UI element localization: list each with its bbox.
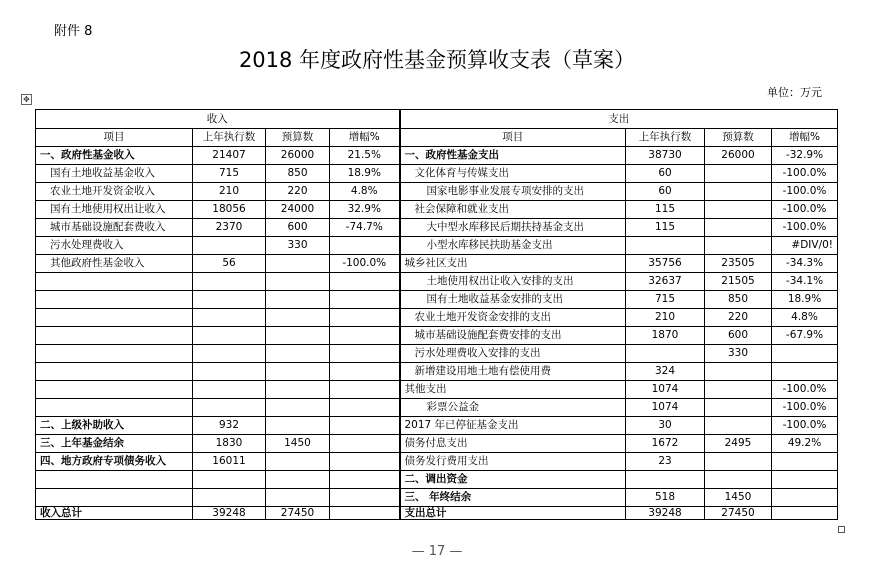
col-header: 预算数 [705,129,772,147]
table-cell: 2495 [705,435,772,453]
table-cell [330,291,400,309]
table-move-handle-icon[interactable]: ✥ [21,94,32,105]
table-row [36,381,838,399]
table-row [36,273,838,291]
table-cell [266,345,330,363]
table-row [36,435,838,453]
table-cell: 518 [626,489,705,507]
table-cell: 4.8% [772,309,838,327]
table-cell: 26000 [705,147,772,165]
table-cell: 其他政府性基金收入 [36,255,193,273]
table-cell: 220 [705,309,772,327]
table-cell [266,489,330,507]
table-cell [330,381,400,399]
table-cell [705,363,772,381]
table-cell: 600 [266,219,330,237]
table-cell: 1830 [193,435,266,453]
table-row [36,219,838,237]
table-cell: 715 [626,291,705,309]
table-cell [266,273,330,291]
table-cell [705,381,772,399]
table-cell [626,471,705,489]
table-row [36,183,838,201]
table-cell: 850 [266,165,330,183]
table-cell: 27450 [705,507,772,520]
table-cell: 二、调出资金 [400,471,626,489]
table-row [36,309,838,327]
table-cell: 收入总计 [36,507,193,520]
table-cell: 27450 [266,507,330,520]
group-expense: 支出 [400,110,838,129]
table-cell: 彩票公益金 [400,399,626,417]
table-cell [266,417,330,435]
table-cell: 56 [193,255,266,273]
attachment-label: 附件 8 [54,24,93,39]
table-cell [705,471,772,489]
table-row [36,255,838,273]
table-cell [193,363,266,381]
table-cell [772,453,838,471]
table-cell: 二、上级补助收入 [36,417,193,435]
table-cell [705,165,772,183]
table-row [36,399,838,417]
table-cell: 115 [626,201,705,219]
budget-table [35,109,838,520]
table-cell: 国有土地收益基金收入 [36,165,193,183]
table-cell: 支出总计 [400,507,626,520]
table-cell: -34.3% [772,255,838,273]
table-cell: 715 [193,165,266,183]
table-cell: 一、政府性基金收入 [36,147,193,165]
table-cell: 49.2% [772,435,838,453]
table-cell: 新增建设用地土地有偿使用费 [400,363,626,381]
table-cell [36,381,193,399]
table-cell [330,273,400,291]
table-cell [705,219,772,237]
table-cell: -74.7% [330,219,400,237]
page-number: — 17 — [411,544,463,559]
table-cell [330,345,400,363]
table-cell: 21.5% [330,147,400,165]
table-cell: 60 [626,183,705,201]
table-cell [772,471,838,489]
table-cell [36,327,193,345]
table-cell [772,363,838,381]
table-row [36,417,838,435]
table-cell: 932 [193,417,266,435]
table-cell: 21505 [705,273,772,291]
table-cell: 小型水库移民扶助基金支出 [400,237,626,255]
table-row [36,363,838,381]
table-cell [36,363,193,381]
table-cell [266,381,330,399]
table-cell [193,345,266,363]
table-cell [330,489,400,507]
table-cell: 23 [626,453,705,471]
table-cell: -67.9% [772,327,838,345]
table-cell: 2370 [193,219,266,237]
table-cell [772,507,838,520]
table-cell: 1074 [626,399,705,417]
table-cell: 60 [626,165,705,183]
table-cell [193,291,266,309]
table-cell [193,399,266,417]
column-header-row [36,129,838,147]
table-cell: 1450 [705,489,772,507]
table-cell: 16011 [193,453,266,471]
table-cell [36,345,193,363]
table-cell: 债务发行费用支出 [400,453,626,471]
table-cell: 1870 [626,327,705,345]
table-row [36,237,838,255]
group-income: 收入 [36,110,400,129]
table-cell: 18.9% [772,291,838,309]
table-cell: 城市基础设施配套费安排的支出 [400,327,626,345]
table-cell [626,237,705,255]
table-cell [36,291,193,309]
table-cell [330,507,400,520]
table-cell: 土地使用权出让收入安排的支出 [400,273,626,291]
table-cell [36,273,193,291]
table-cell [626,345,705,363]
table-cell [330,435,400,453]
table-cell: -100.0% [772,165,838,183]
table-cell: 38730 [626,147,705,165]
col-header: 增幅% [772,129,838,147]
table-cell: -34.1% [772,273,838,291]
table-cell: 城市基础设施配套费收入 [36,219,193,237]
table-cell: 污水处理费收入 [36,237,193,255]
table-cell: 三、 年终结余 [400,489,626,507]
table-cell: 1450 [266,435,330,453]
table-cell: 850 [705,291,772,309]
table-cell [193,237,266,255]
col-header: 上年执行数 [193,129,266,147]
table-cell: 4.8% [330,183,400,201]
table-cell: 国有土地使用权出让收入 [36,201,193,219]
col-header: 上年执行数 [626,129,705,147]
table-cell: -100.0% [330,255,400,273]
table-cell: 330 [705,345,772,363]
table-cell: 600 [705,327,772,345]
table-cell [705,201,772,219]
table-cell: 一、政府性基金支出 [400,147,626,165]
table-cell: 1672 [626,435,705,453]
table-cell: 324 [626,363,705,381]
table-cell [705,417,772,435]
table-cell: 39248 [193,507,266,520]
table-cell: -100.0% [772,219,838,237]
table-cell: 18.9% [330,165,400,183]
group-header-row [36,110,838,129]
table-cell [193,273,266,291]
table-row [36,327,838,345]
table-cell [705,453,772,471]
table-cell: 国有土地收益基金安排的支出 [400,291,626,309]
table-cell [330,363,400,381]
page-title: 2018 年度政府性基金预算收支表（草案） [238,48,636,72]
table-cell [266,291,330,309]
table-cell: 国家电影事业发展专项安排的支出 [400,183,626,201]
table-cell: 大中型水库移民后期扶持基金支出 [400,219,626,237]
table-cell [266,327,330,345]
table-cell: 210 [193,183,266,201]
table-row [36,471,838,489]
table-cell: 23505 [705,255,772,273]
table-cell [330,453,400,471]
table-cell: 债务付息支出 [400,435,626,453]
table-row [36,147,838,165]
table-cell [193,309,266,327]
table-cell: -100.0% [772,381,838,399]
table-cell [266,471,330,489]
table-cell: 21407 [193,147,266,165]
col-header: 增幅% [330,129,400,147]
table-row [36,507,838,520]
table-cell [36,489,193,507]
table-cell [36,309,193,327]
table-cell: 四、地方政府专项债务收入 [36,453,193,471]
table-cell [36,471,193,489]
table-cell: 26000 [266,147,330,165]
table-row [36,201,838,219]
table-cell: 35756 [626,255,705,273]
table-cell: -32.9% [772,147,838,165]
col-header: 项目 [36,129,193,147]
table-cell: 18056 [193,201,266,219]
table-cell: 1074 [626,381,705,399]
table-cell: 24000 [266,201,330,219]
table-row [36,165,838,183]
table-cell [266,309,330,327]
table-cell: #DIV/0! [772,237,838,255]
table-cell [36,399,193,417]
table-cell [266,453,330,471]
table-cell [705,183,772,201]
table-cell: 32637 [626,273,705,291]
col-header: 项目 [400,129,626,147]
table-cell [193,327,266,345]
table-cell [772,489,838,507]
table-cell [330,399,400,417]
table-cell: -100.0% [772,201,838,219]
table-cell: 社会保障和就业支出 [400,201,626,219]
table-cell: -100.0% [772,399,838,417]
table-cell: 农业土地开发资金安排的支出 [400,309,626,327]
col-header: 预算数 [266,129,330,147]
table-cell: 城乡社区支出 [400,255,626,273]
table-cell [266,363,330,381]
table-cell: 32.9% [330,201,400,219]
table-cell [772,345,838,363]
table-cell: 330 [266,237,330,255]
table-row [36,345,838,363]
unit-label: 单位：万元 [767,86,822,99]
table-cell: 30 [626,417,705,435]
table-cell: 2017 年已停征基金支出 [400,417,626,435]
table-cell [193,489,266,507]
table-cell [193,381,266,399]
table-cell: 39248 [626,507,705,520]
table-cell: -100.0% [772,183,838,201]
table-cell [330,471,400,489]
table-cell [705,399,772,417]
table-body [36,147,838,520]
table-cell: 文化体育与传媒支出 [400,165,626,183]
table-cell [330,327,400,345]
table-row [36,453,838,471]
table-cell [330,309,400,327]
table-cell [330,417,400,435]
table-cell [705,237,772,255]
table-cell [266,255,330,273]
table-row [36,489,838,507]
table-cell [330,237,400,255]
table-cell [193,471,266,489]
table-cell: 污水处理费收入安排的支出 [400,345,626,363]
table-cell: 210 [626,309,705,327]
table-cell: 220 [266,183,330,201]
table-resize-handle[interactable] [838,526,845,533]
table-cell: 115 [626,219,705,237]
table-cell: -100.0% [772,417,838,435]
table-cell [266,399,330,417]
table-row [36,291,838,309]
table-cell: 其他支出 [400,381,626,399]
table-cell: 农业土地开发资金收入 [36,183,193,201]
table-cell: 三、上年基金结余 [36,435,193,453]
